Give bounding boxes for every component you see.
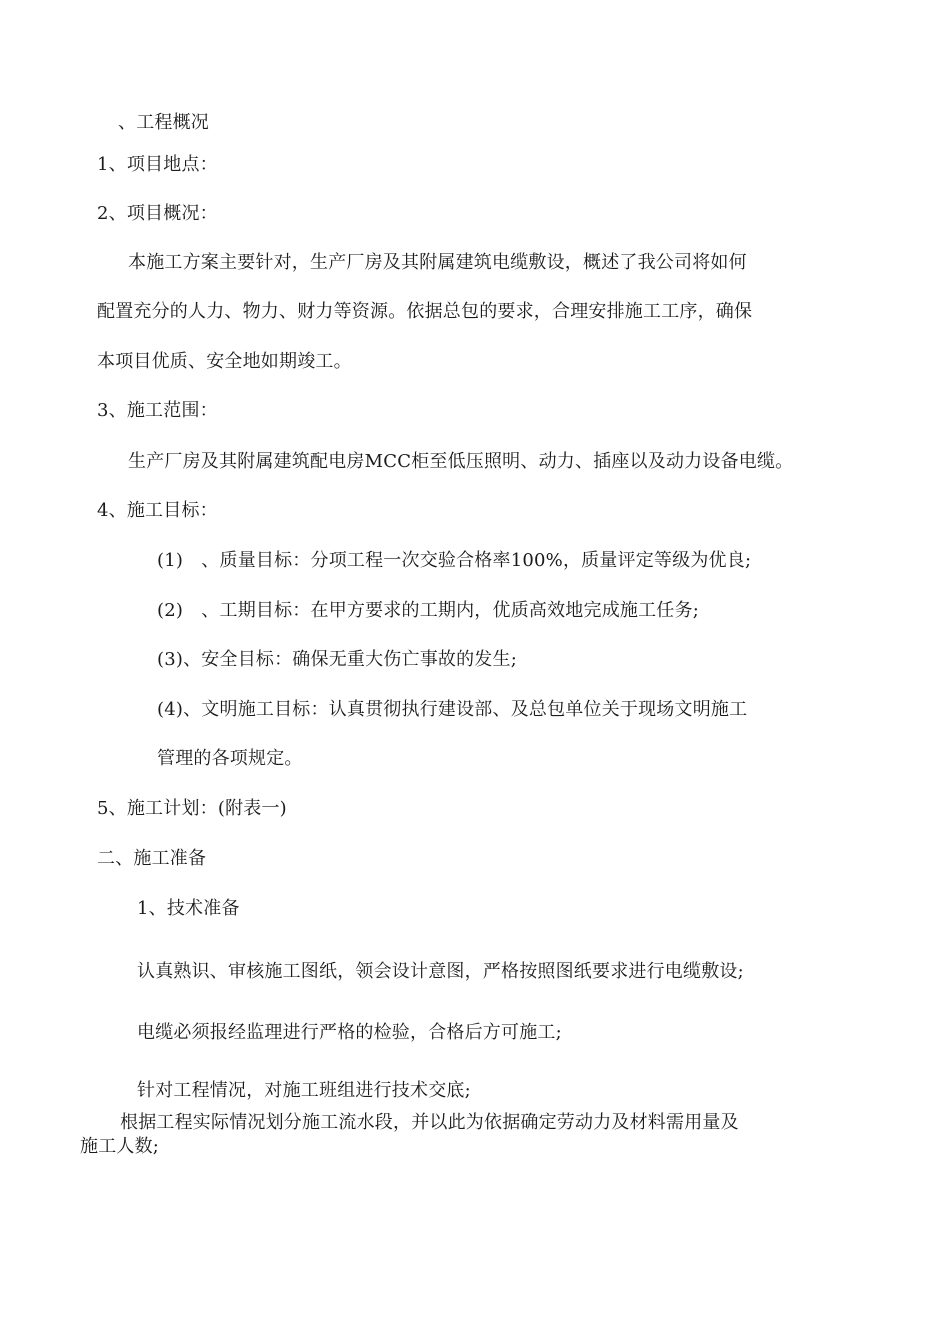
prep-item-drawings: 认真熟识、审核施工图纸，领会设计意图，严格按照图纸要求进行电缆敷设; [137, 961, 744, 982]
prep-item-briefing: 针对工程情况，对施工班组进行技术交底; [137, 1080, 471, 1101]
goal-civilized-line-2: 管理的各项规定。 [157, 748, 303, 769]
section-heading-preparation: 二、施工准备 [97, 848, 207, 869]
goal-quality: (1) 、质量目标：分项工程一次交验合格率100%，质量评定等级为优良; [157, 550, 752, 571]
paragraph-overview-line-3: 本项目优质、安全地如期竣工。 [97, 351, 352, 372]
prep-item-flow-line-2: 施工人数; [80, 1136, 160, 1157]
item-project-location: 1、项目地点： [97, 154, 218, 175]
item-construction-plan: 5、施工计划：(附表一) [97, 798, 287, 819]
goal-civilized-line-1: (4)、文明施工目标：认真贯彻执行建设部、及总包单位关于现场文明施工 [157, 699, 748, 720]
item-construction-goals: 4、施工目标： [97, 500, 218, 521]
item-project-overview: 2、项目概况： [97, 203, 218, 224]
subheading-technical-preparation: 1、技术准备 [137, 898, 240, 919]
item-construction-scope: 3、施工范围： [97, 400, 218, 421]
section-heading-overview: 、工程概况 [118, 112, 209, 133]
prep-item-flow-line-1: 根据工程实际情况划分施工流水段，并以此为依据确定劳动力及材料需用量及 [120, 1112, 739, 1133]
paragraph-overview-line-2: 配置充分的人力、物力、财力等资源。依据总包的要求，合理安排施工工序，确保 [97, 301, 753, 322]
goal-safety: (3)、安全目标：确保无重大伤亡事故的发生; [157, 649, 517, 670]
prep-item-inspection: 电缆必须报经监理进行严格的检验，合格后方可施工; [137, 1022, 562, 1043]
goal-schedule: (2) 、工期目标：在甲方要求的工期内，优质高效地完成施工任务; [157, 600, 699, 621]
paragraph-scope: 生产厂房及其附属建筑配电房MCC柜至低压照明、动力、插座以及动力设备电缆。 [128, 451, 794, 472]
paragraph-overview-line-1: 本施工方案主要针对，生产厂房及其附属建筑电缆敷设，概述了我公司将如何 [128, 252, 747, 273]
